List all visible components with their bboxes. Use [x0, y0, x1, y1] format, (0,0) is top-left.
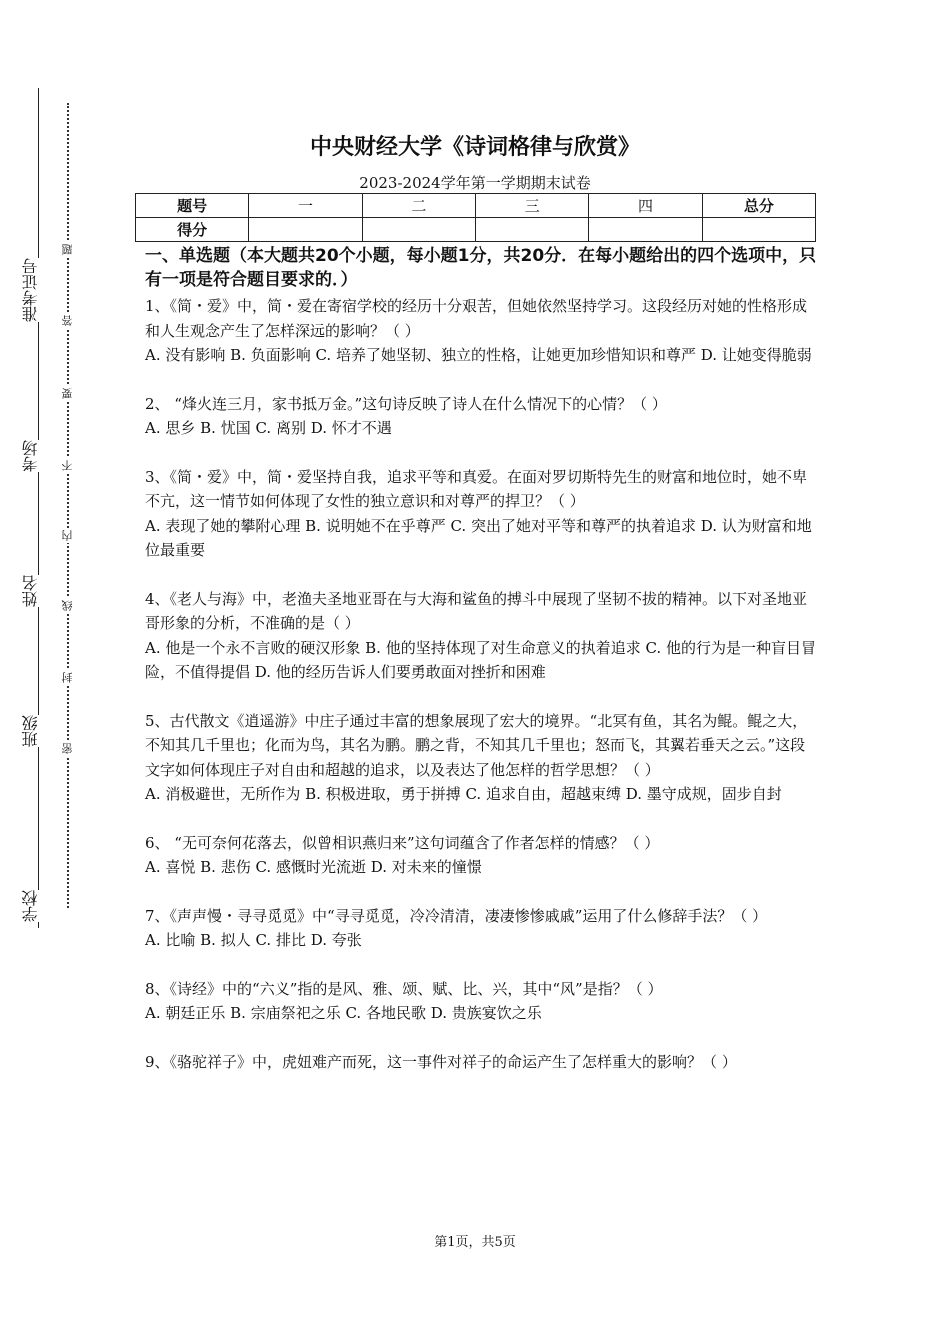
score-cell[interactable] [362, 218, 475, 242]
question-options: A. 他是一个永不言败的硬汉形象 B. 他的坚持体现了对生命意义的执着追求 C. 他的行为是一种盲目冒险，不值得提倡 D. 他的经历告诉人们要勇敢面对挫折和困难 [145, 638, 816, 681]
exam-subtitle: 2023-2024学年第一学期期末试卷 [359, 174, 591, 192]
page-number: 第1页，共5页 [434, 1235, 516, 1250]
seal-char: 要 [61, 388, 74, 399]
section-heading: 一、单选题（本大题共20个小题，每小题1分，共20分．在每小题给出的四个选项中，只有一项是符合题目要求的．） [145, 246, 817, 290]
score-table-header-row [136, 194, 816, 218]
seal-char: 内 [61, 530, 74, 541]
question-options: A. 思乡 B. 忧国 C. 离别 D. 怀才不遇 [145, 419, 392, 437]
question-options: A. 表现了她的攀附心理 B. 说明她不在乎尊严 C. 突出了她对平等和尊严的执着追求 D. 认为财富和地位最重要 [145, 516, 812, 559]
question-item [145, 294, 817, 368]
question-options: A. 喜悦 B. 悲伤 C. 感慨时光流逝 D. 对未来的憧憬 [145, 858, 482, 876]
question-item [145, 709, 817, 807]
question-options: A. 比喻 B. 拟人 C. 排比 D. 夸张 [145, 931, 362, 949]
question-stem: 5、古代散文《逍遥游》中庄子通过丰富的想象展现了宏大的境界。“北冥有鱼，其名为鲲。鲲之大，不知其几千里也；化而为鸟，其名为鹏。鹏之背，不知其几千里也；怒而飞，其翼若垂天之云。”这段文字如何体现庄子对自由和超越的追求，以及表达了他怎样的哲学思想？（ ） [145, 711, 808, 779]
score-cell[interactable] [249, 218, 362, 242]
question-stem: 3、《简・爱》中，简・爱坚持自我，追求平等和真爱。在面对罗切斯特先生的财富和地位时，她不卑不亢，这一情节如何体现了女性的独立意识和对尊严的捍卫？（ ） [145, 467, 808, 510]
question-stem: 9、《骆驼祥子》中，虎妞难产而死，这一事件对祥子的命运产生了怎样重大的影响？（ ） [145, 1052, 737, 1071]
question-stem: 1、《简・爱》中，简・爱在寄宿学校的经历十分艰苦，但她依然坚持学习。这段经历对她的性格形成和人生观念产生了怎样深远的影响？（ ） [145, 297, 808, 340]
seal-char: 不 [61, 460, 74, 471]
seal-char: 题 [61, 244, 74, 255]
question-options: A. 朝廷正乐 B. 宗庙祭祀之乐 C. 各地民歌 D. 贵族宴饮之乐 [145, 1004, 542, 1022]
score-header-cell: 总分 [702, 194, 815, 218]
question-section [145, 244, 817, 1098]
score-header-cell: 题号 [136, 194, 249, 218]
question-stem: 2、 “烽火连三月，家书抵万金。”这句诗反映了诗人在什么情况下的心情？（ ） [145, 394, 667, 413]
question-item [145, 831, 817, 880]
question-item [145, 392, 817, 441]
score-table-score-row [136, 218, 816, 242]
label-class: 班级 [22, 715, 44, 747]
score-cell[interactable] [702, 218, 815, 242]
seal-char: 封 [61, 672, 74, 683]
label-exam-room: 考场 [22, 440, 44, 472]
label-exam-number: 准考证号 [22, 258, 44, 322]
score-header-cell: 四 [589, 194, 702, 218]
score-cell[interactable] [475, 218, 588, 242]
question-stem: 8、《诗经》中的“六义”指的是风、雅、颂、赋、比、兴，其中“风”是指？（ ） [145, 979, 663, 998]
seal-char: 密 [61, 743, 74, 754]
score-header-cell: 二 [362, 194, 475, 218]
exam-title: 中央财经大学《诗词格律与欣赏》 [309, 135, 640, 160]
question-stem: 4、《老人与海》中，老渔夫圣地亚哥在与大海和鲨鱼的搏斗中展现了坚韧不拔的精神。以下对圣地亚哥形象的分析，不准确的是（ ） [145, 589, 808, 632]
question-item [145, 587, 817, 685]
seal-char: 答 [61, 315, 74, 326]
label-name: 姓名 [22, 575, 44, 607]
score-header-cell: 三 [475, 194, 588, 218]
score-row-label: 得分 [136, 218, 249, 242]
question-options: A. 没有影响 B. 负面影响 C. 培养了她坚韧、独立的性格，让她更加珍惜知识和尊严 D. 让她变得脆弱 [145, 346, 812, 364]
score-table [135, 193, 816, 242]
seal-dotted-line [67, 103, 69, 908]
label-school: 学校 [22, 890, 44, 922]
question-item [145, 977, 817, 1026]
seal-char: 线 [61, 600, 74, 611]
question-stem: 7、《声声慢・寻寻觅觅》中“寻寻觅觅，冷冷清清，凄凄惨惨戚戚”运用了什么修辞手法？（ ） [145, 906, 768, 925]
binding-margin-line [38, 88, 39, 928]
question-stem: 6、 “无可奈何花落去，似曾相识燕归来”这句词蕴含了作者怎样的情感？（ ） [145, 833, 660, 852]
question-item [145, 465, 817, 563]
question-item [145, 904, 817, 953]
score-header-cell: 一 [249, 194, 362, 218]
question-item [145, 1050, 817, 1075]
score-cell[interactable] [589, 218, 702, 242]
question-options: A. 消极避世，无所作为 B. 积极进取，勇于拼搏 C. 追求自由，超越束缚 D. 墨守成规，固步自封 [145, 785, 782, 803]
